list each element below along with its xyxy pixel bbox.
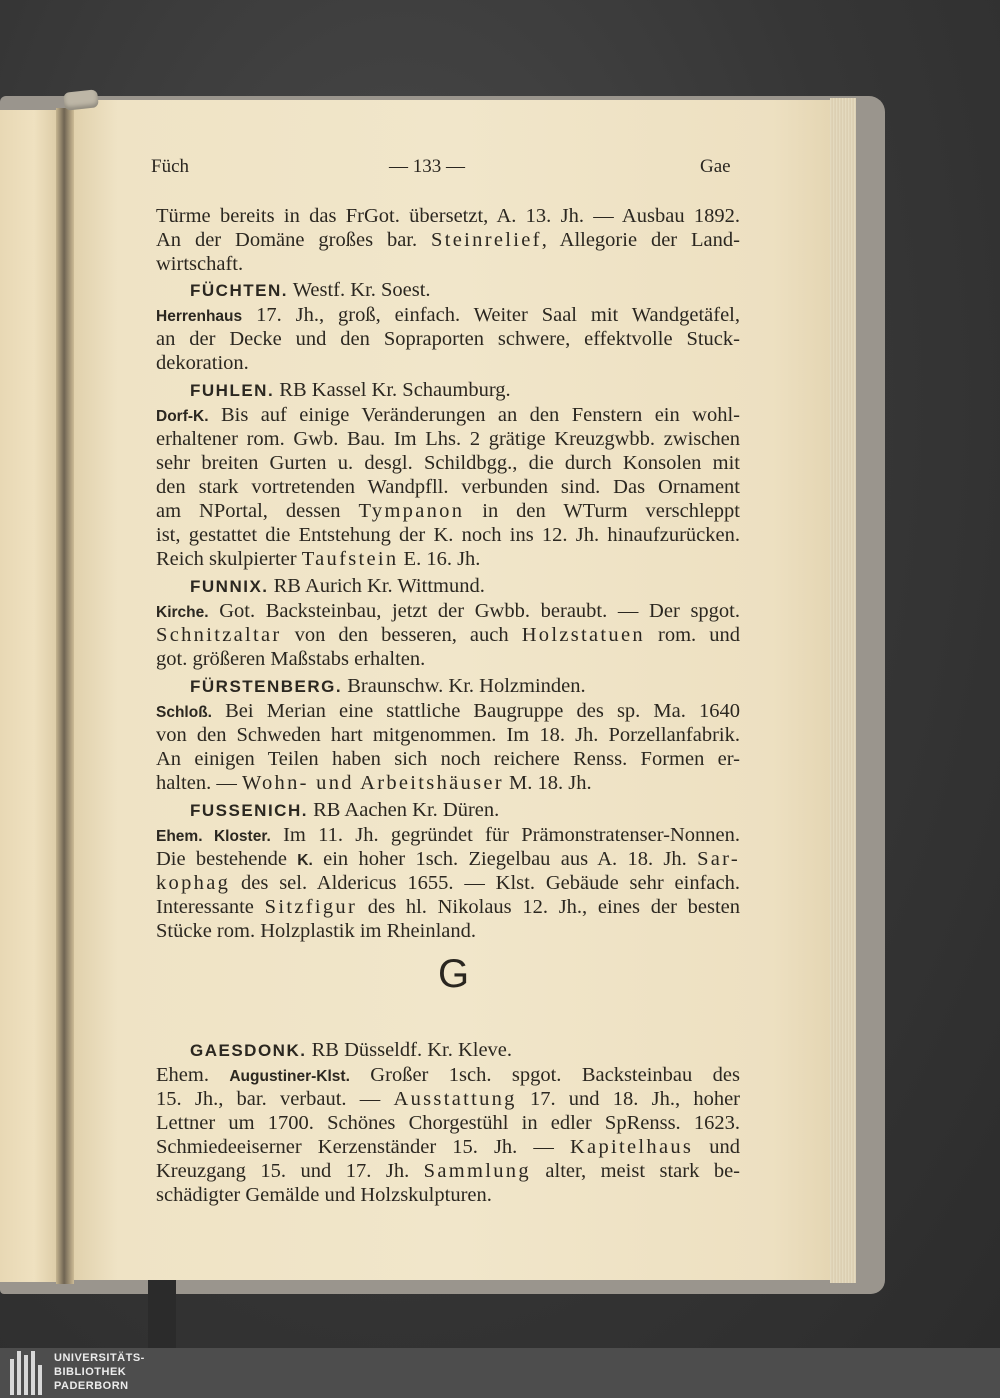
text-line: Türme bereits in das FrGot. übersetzt, A. 13. Jh. — Ausbau 1892. — [156, 205, 740, 227]
text-line: ist, gestattet die Entstehung der K. noch ins 12. Jh. hinaufzurücken. — [156, 524, 740, 546]
text-line: Dorf-K. Bis auf einige Veränderungen an den Fenstern ein wohl- — [156, 404, 740, 426]
text-line: 15. Jh., bar. verbaut. — Ausstattung 17. und 18. Jh., hoher — [156, 1088, 740, 1110]
entry-heading-funnix: FUNNIX. RB Aurich Kr. Wittmund. — [190, 575, 485, 597]
text-line: erhaltener rom. Gwb. Bau. Im Lhs. 2 grätige Kreuzgwbb. zwischen — [156, 428, 740, 450]
entry-heading-fuechten: FÜCHTEN. Westf. Kr. Soest. — [190, 279, 431, 301]
text-line: wirtschaft. — [156, 253, 244, 275]
logo-line: PADERBORN — [54, 1380, 129, 1392]
entry-heading-fuerstenberg: FÜRSTENBERG. Braunschw. Kr. Holzminden. — [190, 675, 586, 697]
text-line: An einigen Teilen haben sich noch reichere Renss. Formen er- — [156, 748, 740, 770]
entry-heading-fuhlen: FUHLEN. RB Kassel Kr. Schaumburg. — [190, 379, 511, 401]
entry-heading-fussenich: FUSSENICH. RB Aachen Kr. Düren. — [190, 799, 500, 821]
text-line: Kreuzgang 15. und 17. Jh. Sammlung alter, meist stark be- — [156, 1160, 740, 1182]
text-line: Reich skulpierter Taufstein E. 16. Jh. — [156, 548, 481, 570]
text-line: den stark vortretenden Wandpfll. verbunden sind. Das Ornament — [156, 476, 740, 498]
bookmark-ribbon — [148, 1280, 176, 1348]
text-line: Schloß. Bei Merian eine stattliche Baugruppe des sp. Ma. 1640 — [156, 700, 740, 722]
running-head-left: Füch — [151, 156, 189, 177]
text-line: An der Domäne großes bar. Steinrelief, Allegorie der Land- — [156, 229, 740, 251]
text-line: got. größeren Maßstabs erhalten. — [156, 648, 426, 670]
running-head-right: Gae — [700, 156, 731, 177]
text-line: von den Schweden hart mitgenommen. Im 18. Jh. Porzellanfabrik. — [156, 724, 740, 746]
text-line: Ehem. Augustiner-Klst. Großer 1sch. spgot. Backsteinbau des — [156, 1064, 740, 1086]
text-line: schädigter Gemälde und Holzskulpturen. — [156, 1184, 492, 1206]
text-line: Kirche. Got. Backsteinbau, jetzt der Gwbb. beraubt. — Der spgot. — [156, 600, 740, 622]
text-line: Die bestehende K. ein hoher 1sch. Ziegelbau aus A. 18. Jh. Sar- — [156, 848, 741, 870]
page-edges — [830, 98, 856, 1283]
text-line: an der Decke und den Sopraporten schwere, effektvolle Stuck- — [156, 328, 740, 350]
library-logo-text — [54, 1351, 145, 1393]
text-line: Herrenhaus 17. Jh., groß, einfach. Weiter Saal mit Wandgetäfel, — [156, 304, 740, 326]
text-line: Schnitzaltar von den besseren, auch Holzstatuen rom. und — [156, 624, 740, 646]
text-line: Stücke rom. Holzplastik im Rheinland. — [156, 920, 476, 942]
text-line: Schmiedeeiserner Kerzenständer 15. Jh. — Kapitelhaus und — [156, 1136, 740, 1158]
entry-heading-gaesdonk: GAESDONK. RB Düsseldf. Kr. Kleve. — [190, 1039, 513, 1061]
text-line: Lettner um 1700. Schönes Chorgestühl in edler SpRenss. 1623. — [156, 1112, 740, 1134]
page-number: — 133 — — [389, 156, 465, 177]
section-letter: G — [438, 952, 470, 996]
text-line: dekoration. — [156, 352, 249, 374]
left-page-edge — [0, 110, 62, 1282]
paper-clip — [63, 89, 99, 110]
text-line: am NPortal, dessen Tympanon in den WTurm verschleppt — [156, 500, 740, 522]
library-logo-icon — [10, 1351, 46, 1395]
library-footer — [0, 1348, 1000, 1398]
logo-line: BIBLIOTHEK — [54, 1366, 127, 1378]
text-line: halten. — Wohn- und Arbeitshäuser M. 18. Jh. — [156, 772, 592, 794]
spine-gutter — [56, 108, 74, 1284]
text-line: kophag des sel. Aldericus 1655. — Klst. Gebäude sehr einfach. — [156, 872, 740, 894]
text-line: Ehem. Kloster. Im 11. Jh. gegründet für Prämonstratenser-Nonnen. — [156, 824, 740, 846]
text-line: sehr breiten Gurten u. desgl. Schildbgg., die durch Konsolen mit — [156, 452, 740, 474]
logo-line: UNIVERSITÄTS- — [54, 1352, 145, 1364]
text-line: Interessante Sitzfigur des hl. Nikolaus 12. Jh., eines der besten — [156, 896, 740, 918]
